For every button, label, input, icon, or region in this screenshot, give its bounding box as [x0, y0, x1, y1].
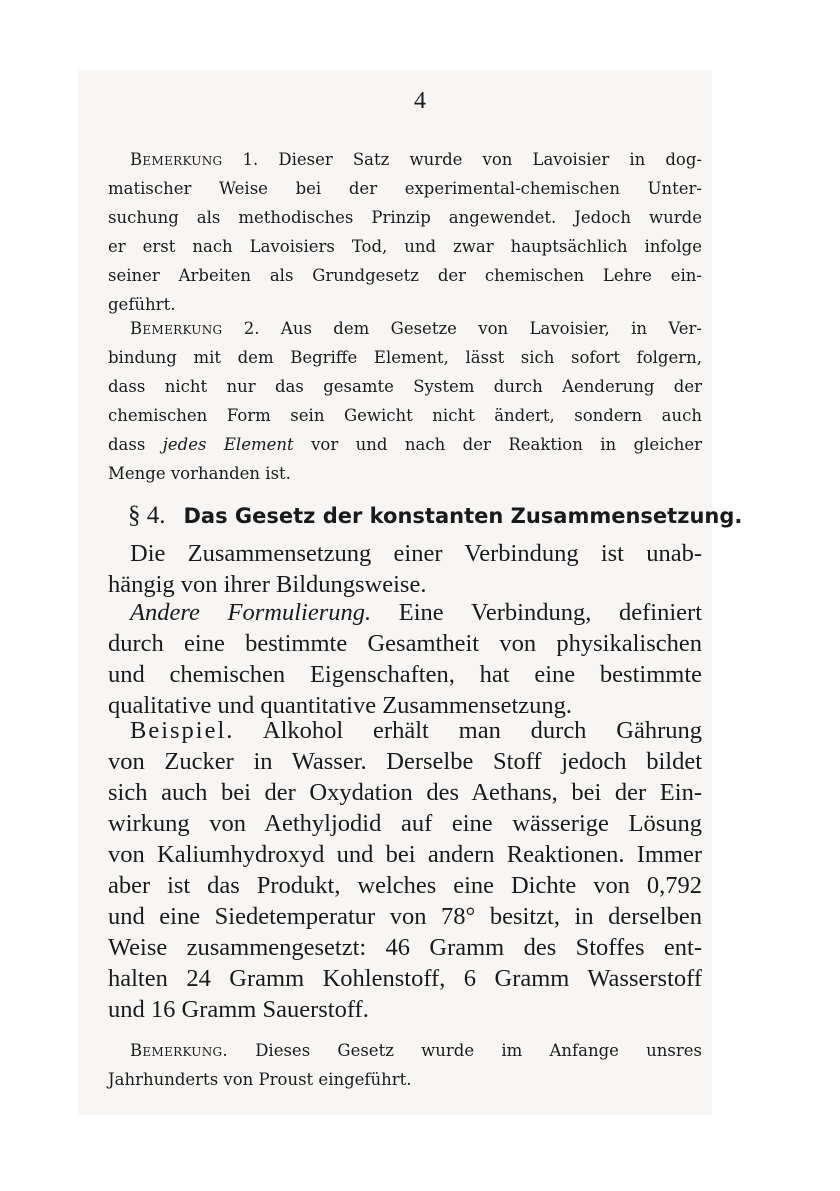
remark-1-line: geführt.: [108, 295, 176, 314]
law-statement: [108, 538, 702, 600]
remark-3-line: Jahrhunderts von Proust eingeführt.: [108, 1070, 412, 1089]
section-title: Das Gesetz der konstanten Zusammensetzung.: [183, 504, 743, 528]
remark-1-label: Bemerkung: [130, 150, 223, 169]
example-line: von Kaliumhydroxyd und bei andern Reaktionen. Immer: [108, 841, 702, 868]
example-line: und eine Siedetemperatur von 78° besitzt, in derselben: [108, 903, 702, 930]
section-number: § 4.: [128, 502, 166, 529]
remark-1: [108, 145, 702, 319]
remark-2-line: dass jedes Element vor und nach der Reaktion in gleicher: [108, 435, 702, 454]
remark-2-label: Bemerkung: [130, 319, 223, 338]
alt-line: qualitative und quantitative Zusammensetzung.: [108, 692, 573, 719]
remark-1-line-1: Bemerkung 1. Dieser Satz wurde von Lavoisier in dog-: [130, 150, 702, 169]
example-line: und 16 Gramm Sauerstoff.: [108, 996, 369, 1023]
remark-2-line: Menge vorhanden ist.: [108, 464, 291, 483]
remark-1-line: matischer Weise bei der experimental-chemischen Unter-: [108, 179, 702, 198]
section-heading: [128, 502, 743, 530]
emphasis: jedes Element: [162, 435, 294, 454]
remark-1-line: suchung als methodisches Prinzip angewendet. Jedoch wurde: [108, 208, 702, 227]
example-label: Beispiel.: [130, 717, 235, 744]
remark-1-line: seiner Arbeiten als Grundgesetz der chemischen Lehre ein-: [108, 266, 702, 285]
example-line: halten 24 Gramm Kohlenstoff, 6 Gramm Wasserstoff: [108, 965, 702, 992]
example-line: wirkung von Aethyljodid auf eine wässerige Lösung: [108, 810, 702, 837]
remark-3-label: Bemerkung.: [130, 1041, 228, 1060]
example-line: Weise zusammengesetzt: 46 Gramm des Stoffes ent-: [108, 934, 702, 961]
remark-2-line-1: Bemerkung 2. Aus dem Gesetze von Lavoisier, in Ver-: [130, 319, 702, 338]
alt-line: und chemischen Eigenschaften, hat eine bestimmte: [108, 661, 702, 688]
page-number: 4: [414, 88, 426, 114]
alternate-formulation: [108, 597, 702, 721]
example-line: von Zucker in Wasser. Derselbe Stoff jedoch bildet: [108, 748, 702, 775]
example-line-1: Beispiel. Alkohol erhält man durch Gährung: [130, 717, 702, 744]
remark-3-line-1: Bemerkung. Dieses Gesetz wurde im Anfange unsres: [130, 1041, 702, 1060]
remark-2: [108, 314, 702, 488]
example-line: sich auch bei der Oxydation des Aethans, bei der Ein-: [108, 779, 702, 806]
remark-3: [108, 1036, 702, 1094]
example-line: aber ist das Produkt, welches eine Dichte von 0,792: [108, 872, 702, 899]
alt-line-1: Andere Formulierung. Eine Verbindung, definiert: [130, 599, 702, 626]
statement-line: Die Zusammensetzung einer Verbindung ist unab-: [130, 540, 702, 567]
remark-1-line: er erst nach Lavoisiers Tod, und zwar hauptsächlich infolge: [108, 237, 702, 256]
remark-2-line: bindung mit dem Begriffe Element, lässt sich sofort folgern,: [108, 348, 702, 367]
statement-line: hängig von ihrer Bildungsweise.: [108, 571, 427, 598]
example: [108, 715, 702, 1025]
remark-2-line: chemischen Form sein Gewicht nicht ändert, sondern auch: [108, 406, 702, 425]
alt-line: durch eine bestimmte Gesamtheit von physikalischen: [108, 630, 702, 657]
remark-2-line: dass nicht nur das gesamte System durch Aenderung der: [108, 377, 702, 396]
alt-label: Andere Formulierung.: [130, 599, 372, 626]
